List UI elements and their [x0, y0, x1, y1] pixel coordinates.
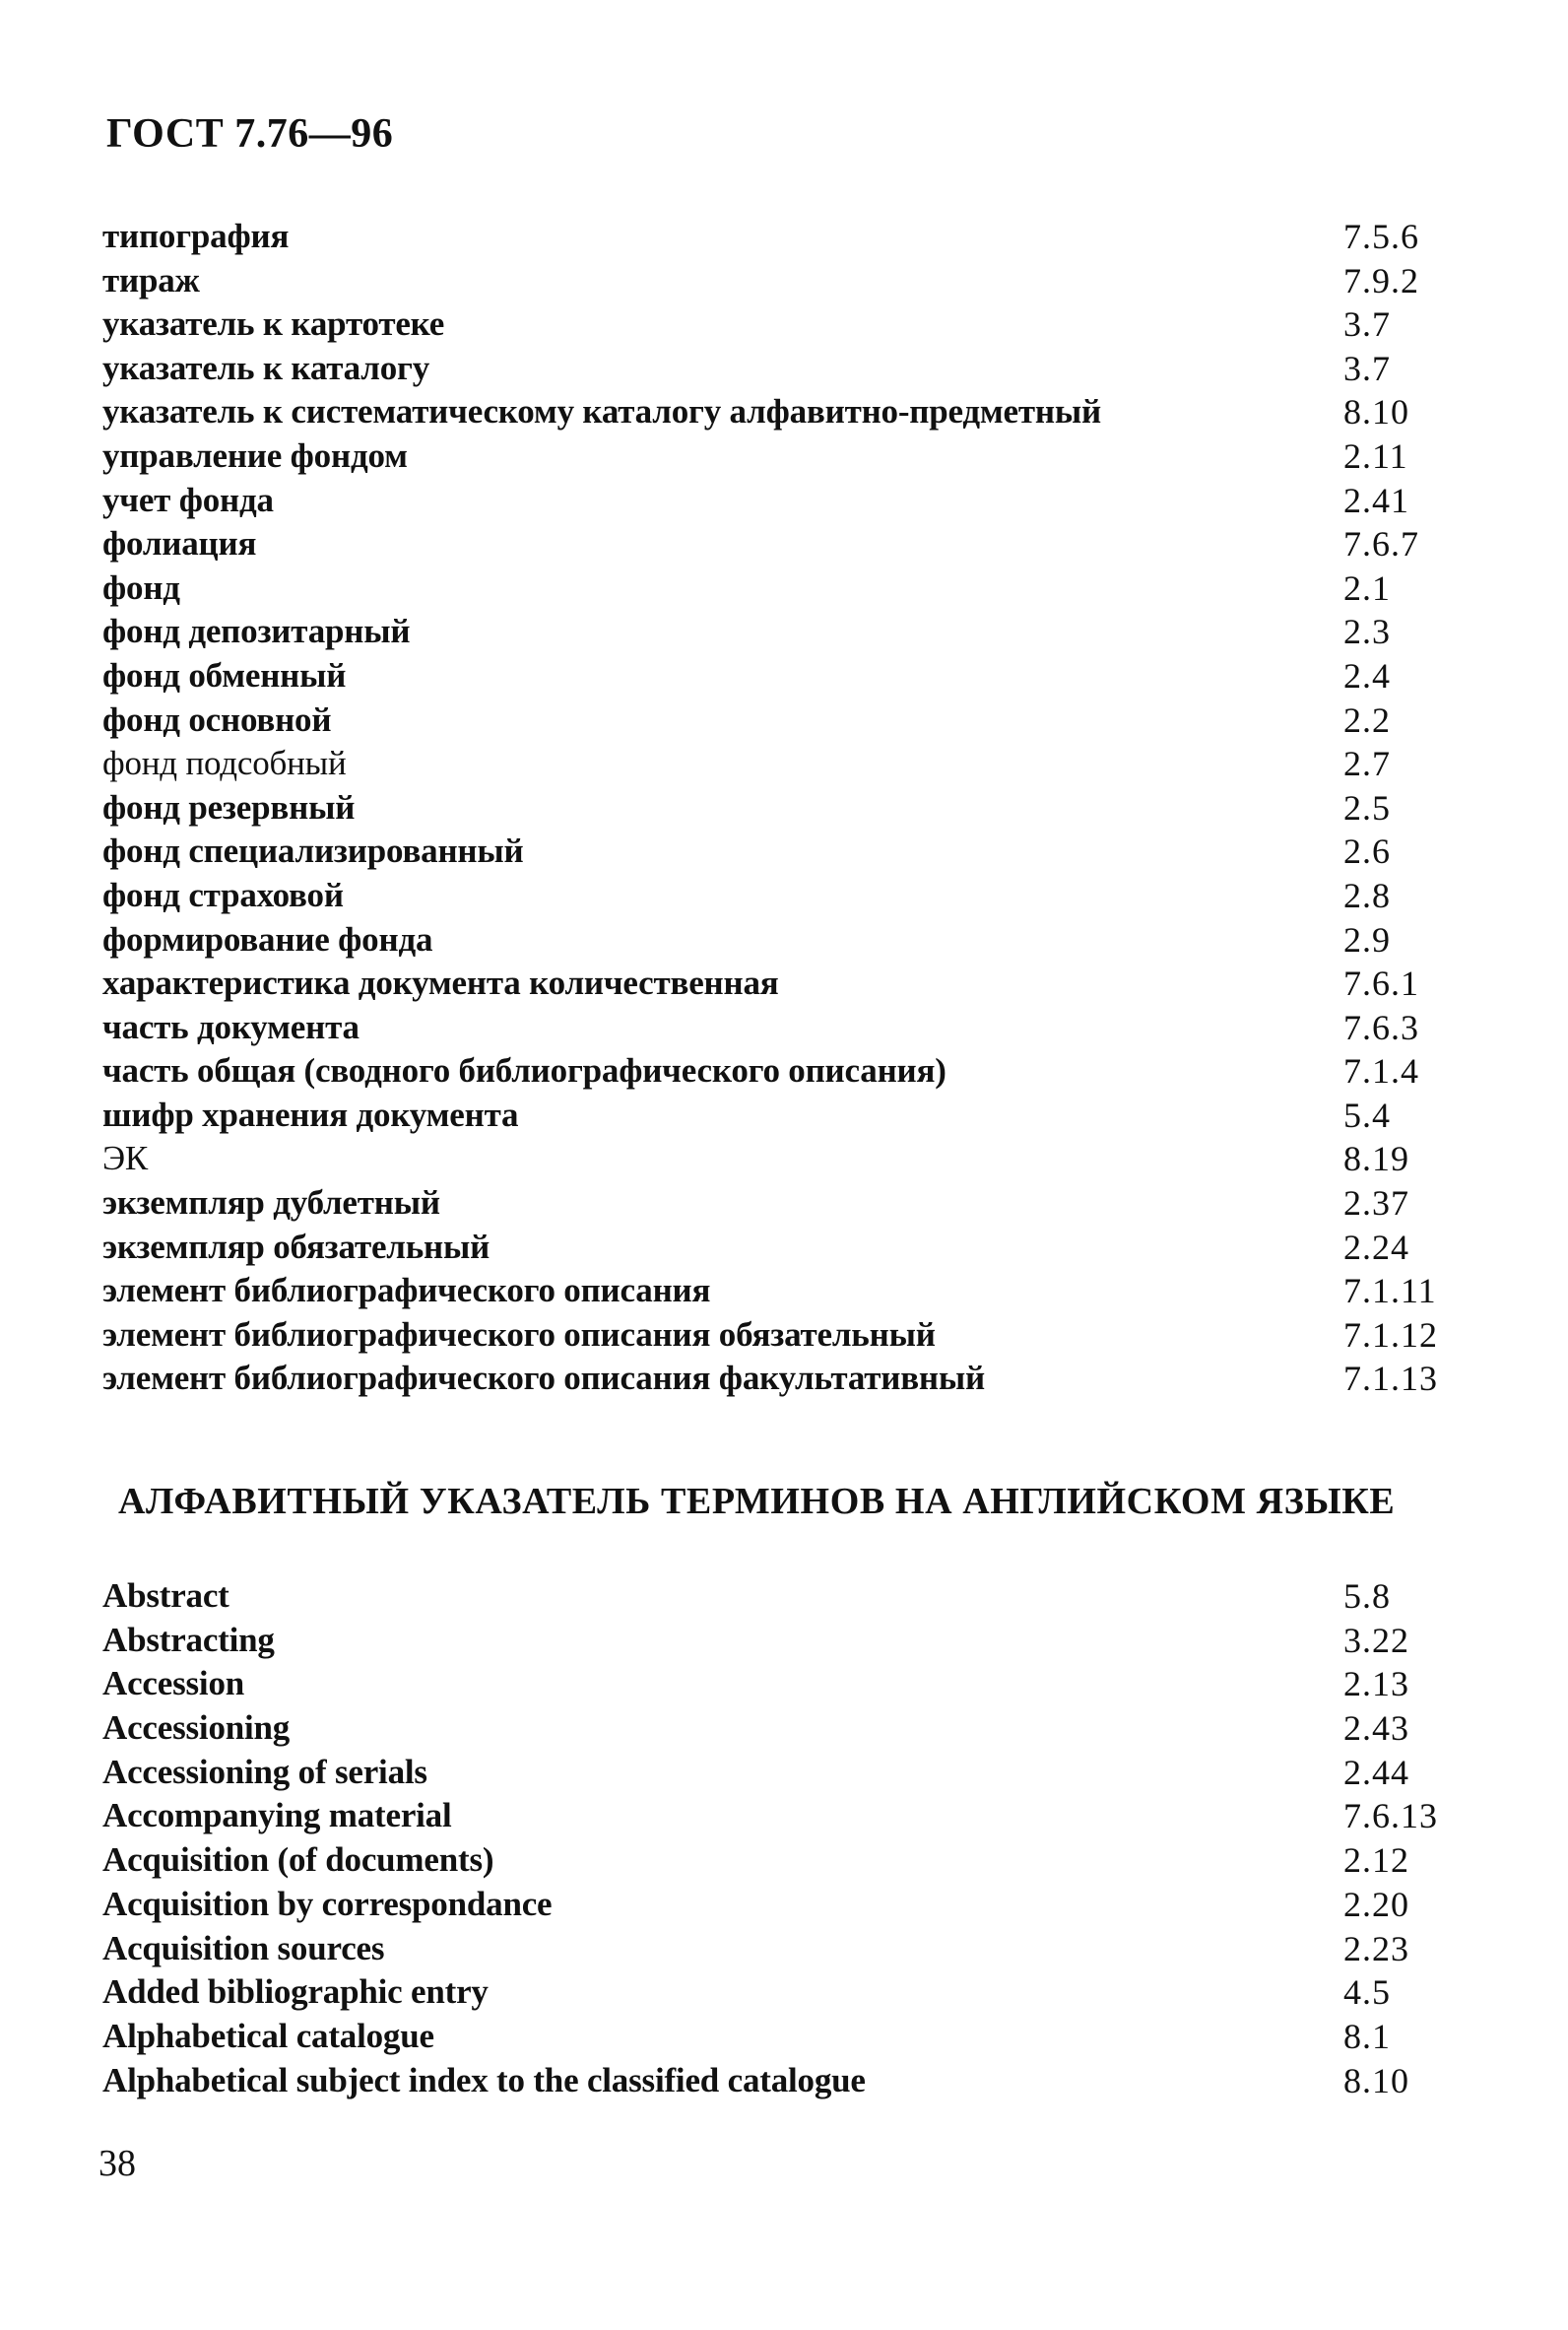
index-term: Alphabetical catalogue [102, 2016, 434, 2055]
index-entry [102, 1751, 1442, 1795]
index-entry [102, 699, 1442, 743]
index-entry [102, 390, 1442, 434]
index-term: часть общая (сводного библиографического описания) [102, 1051, 947, 1091]
index-entry [102, 1094, 1442, 1138]
index-entry [102, 479, 1442, 523]
index-term: Accompanying material [102, 1796, 452, 1835]
index-entry [102, 1574, 1442, 1619]
index-term: Added bibliographic entry [102, 1972, 489, 2012]
index-entry [102, 1269, 1442, 1313]
index-term: Acquisition by correspondance [102, 1884, 553, 1923]
index-term: ЭК [102, 1139, 149, 1178]
index-entry [102, 1794, 1442, 1838]
index-reference: 2.23 [1343, 1928, 1409, 1968]
index-entry [102, 259, 1442, 303]
index-entry [102, 742, 1442, 786]
index-reference: 7.5.6 [1343, 217, 1419, 256]
index-term: фонд депозитарный [102, 612, 411, 651]
index-entry [102, 654, 1442, 699]
index-term: характеристика документа количественная [102, 964, 779, 1003]
index-reference: 8.1 [1343, 2016, 1391, 2056]
index-term: шифр хранения документа [102, 1095, 519, 1134]
index-reference: 7.6.13 [1343, 1796, 1438, 1836]
index-entry [102, 1181, 1442, 1226]
index-reference: 7.9.2 [1343, 260, 1419, 300]
page-header-title: ГОСТ 7.76—96 [106, 111, 394, 157]
index-reference: 2.12 [1343, 1840, 1409, 1881]
index-reference: 7.1.13 [1343, 1359, 1438, 1399]
index-term: учет фонда [102, 480, 274, 519]
russian-term-index [102, 215, 1442, 1401]
index-term: экземпляр обязательный [102, 1227, 490, 1266]
index-reference: 2.44 [1343, 1752, 1409, 1792]
index-reference: 2.3 [1343, 612, 1391, 652]
index-term: фонд страховой [102, 875, 344, 914]
index-term: указатель к каталогу [102, 348, 430, 387]
index-entry [102, 874, 1442, 918]
index-reference: 2.7 [1343, 744, 1391, 784]
index-reference: 8.10 [1343, 2060, 1409, 2100]
english-term-index [102, 1574, 1442, 2102]
index-reference: 2.24 [1343, 1227, 1409, 1267]
index-entry [102, 302, 1442, 347]
index-entry [102, 1883, 1442, 1927]
index-reference: 2.6 [1343, 832, 1391, 872]
page-number: 38 [98, 2143, 136, 2184]
index-reference: 8.19 [1343, 1139, 1409, 1179]
index-term: указатель к картотеке [102, 304, 445, 344]
index-entry [102, 1662, 1442, 1706]
index-reference: 7.1.4 [1343, 1051, 1419, 1092]
index-entry [102, 2059, 1442, 2103]
index-term: фонд [102, 567, 180, 607]
index-reference: 8.10 [1343, 392, 1409, 433]
index-entry [102, 610, 1442, 654]
index-entry [102, 786, 1442, 831]
index-term: фонд резервный [102, 787, 356, 827]
index-entry [102, 347, 1442, 391]
index-entry [102, 962, 1442, 1006]
index-entry [102, 1357, 1442, 1401]
index-term: Acquisition (of documents) [102, 1840, 494, 1880]
index-reference: 2.5 [1343, 787, 1391, 828]
index-entry [102, 1706, 1442, 1751]
index-reference: 7.1.12 [1343, 1314, 1438, 1355]
index-reference: 5.4 [1343, 1095, 1391, 1135]
english-index-heading: АЛФАВИТНЫЙ УКАЗАТЕЛЬ ТЕРМИНОВ НА АНГЛИЙСКОМ ЯЗЫКЕ [118, 1481, 1396, 1522]
index-reference: 2.2 [1343, 699, 1391, 740]
index-reference: 2.13 [1343, 1664, 1409, 1704]
index-term: часть документа [102, 1007, 359, 1046]
index-term: Acquisition sources [102, 1928, 385, 1967]
index-entry [102, 830, 1442, 874]
index-term: фонд обменный [102, 655, 347, 695]
index-term: элемент библиографического описания факультативный [102, 1359, 985, 1398]
index-entry [102, 434, 1442, 479]
index-entry [102, 1226, 1442, 1270]
index-term: формирование фонда [102, 919, 433, 959]
index-entry [102, 1313, 1442, 1358]
index-term: фонд специализированный [102, 832, 524, 871]
index-reference: 2.1 [1343, 567, 1391, 608]
index-reference: 2.43 [1343, 1708, 1409, 1749]
index-term: Abstract [102, 1576, 229, 1615]
index-reference: 3.7 [1343, 348, 1391, 388]
index-term: элемент библиографического описания [102, 1271, 711, 1310]
index-term: Accessioning of serials [102, 1752, 427, 1791]
index-entry [102, 215, 1442, 259]
index-reference: 2.41 [1343, 480, 1409, 520]
index-entry [102, 918, 1442, 963]
index-reference: 2.11 [1343, 435, 1408, 476]
index-term: фонд подсобный [102, 744, 347, 783]
index-reference: 7.1.11 [1343, 1271, 1437, 1311]
index-entry [102, 1137, 1442, 1181]
index-term: управление фондом [102, 435, 408, 475]
index-term: фолиация [102, 524, 257, 564]
index-entry [102, 1970, 1442, 2015]
index-reference: 2.20 [1343, 1884, 1409, 1924]
index-reference: 4.5 [1343, 1972, 1391, 2013]
index-reference: 2.37 [1343, 1183, 1409, 1224]
index-reference: 7.6.1 [1343, 964, 1419, 1004]
index-term: элемент библиографического описания обязательный [102, 1314, 936, 1354]
index-reference: 3.7 [1343, 304, 1391, 345]
index-term: тираж [102, 260, 200, 300]
index-term: Accession [102, 1664, 245, 1703]
index-reference: 2.8 [1343, 875, 1391, 915]
index-term: типография [102, 217, 290, 255]
index-entry [102, 1619, 1442, 1663]
index-entry [102, 1927, 1442, 1971]
index-entry [102, 1838, 1442, 1883]
index-entry [102, 1006, 1442, 1050]
index-entry [102, 566, 1442, 611]
index-reference: 2.4 [1343, 655, 1391, 696]
index-term: Accessioning [102, 1708, 291, 1748]
index-term: указатель к систематическому каталогу алфавитно-предметный [102, 392, 1101, 432]
index-reference: 7.6.7 [1343, 524, 1419, 565]
index-term: Alphabetical subject index to the classified catalogue [102, 2060, 866, 2099]
index-reference: 7.6.3 [1343, 1007, 1419, 1047]
index-reference: 2.9 [1343, 919, 1391, 960]
index-reference: 5.8 [1343, 1576, 1391, 1616]
index-entry [102, 522, 1442, 566]
index-term: фонд основной [102, 699, 332, 739]
index-term: Abstracting [102, 1620, 275, 1659]
index-reference: 3.22 [1343, 1620, 1409, 1660]
index-entry [102, 1049, 1442, 1094]
index-term: экземпляр дублетный [102, 1183, 440, 1223]
index-entry [102, 2015, 1442, 2059]
